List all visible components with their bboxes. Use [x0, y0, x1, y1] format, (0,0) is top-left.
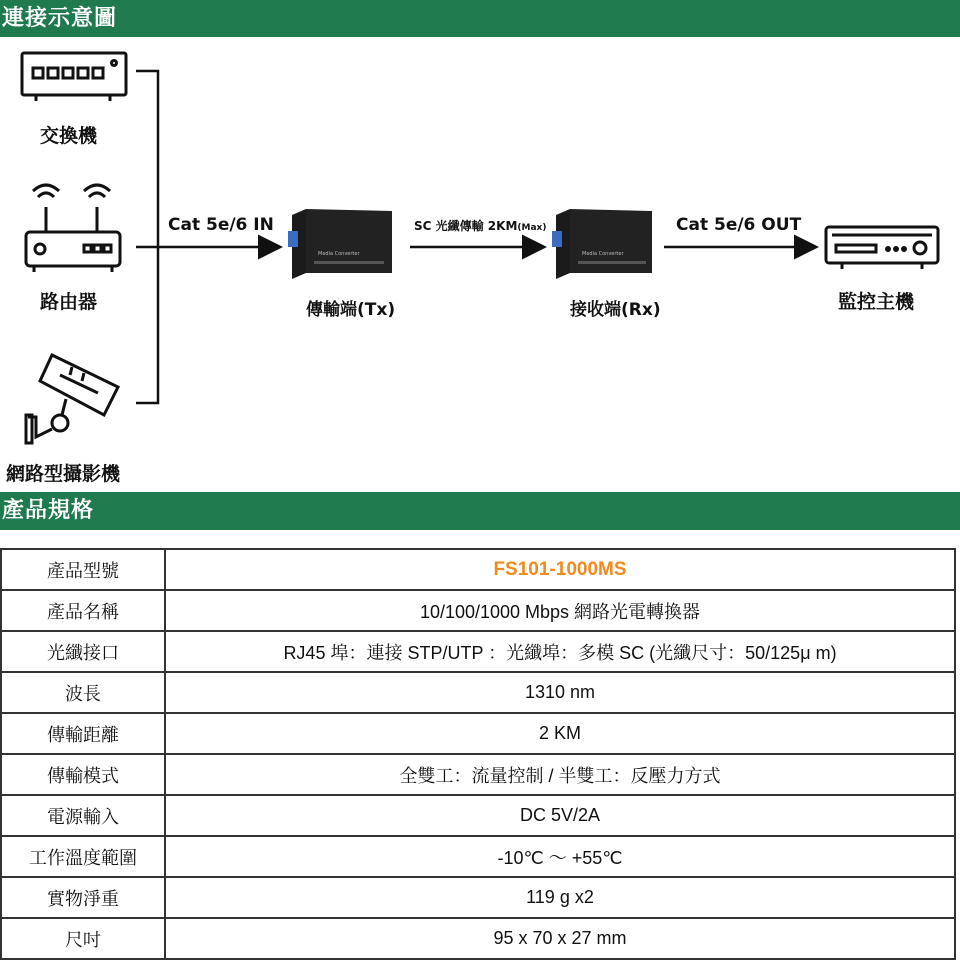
- spec-table: [0, 548, 956, 960]
- tx-converter-image: [288, 209, 392, 279]
- ip-camera-icon: [26, 355, 118, 443]
- table-row: [1, 836, 955, 877]
- spec-key: 波長: [1, 672, 165, 713]
- table-row: [1, 631, 955, 672]
- table-row: [1, 918, 955, 959]
- table-row: [1, 713, 955, 754]
- source-label-router: 路由器: [40, 291, 98, 313]
- spec-value: 1310 nm: [165, 672, 955, 713]
- spec-value: 2 KM: [165, 713, 955, 754]
- table-row: [1, 754, 955, 795]
- spec-value: 119 g x2: [165, 877, 955, 918]
- rx-label: 接收端(Rx): [570, 300, 661, 320]
- fiber-link-text: SC 光纖傳輸 2KM: [414, 219, 518, 233]
- spec-key: 工作溫度範圍: [1, 836, 165, 877]
- source-label-camera: 網路型攝影機: [6, 463, 121, 485]
- table-row: [1, 672, 955, 713]
- router-icon: [26, 185, 120, 272]
- diagram-graphics: [0, 37, 960, 492]
- spec-value: 95 x 70 x 27 mm: [165, 918, 955, 959]
- spec-key: 產品名稱: [1, 590, 165, 631]
- spec-key: 電源輸入: [1, 795, 165, 836]
- source-bracket-line: [136, 71, 814, 403]
- table-row: [1, 549, 955, 590]
- spec-value: DC 5V/2A: [165, 795, 955, 836]
- table-row: [1, 877, 955, 918]
- section-header-specs: 產品規格: [0, 492, 960, 530]
- tx-label: 傳輸端(Tx): [306, 300, 396, 320]
- spec-key: 尺吋: [1, 918, 165, 959]
- tx-converter-caption: Media Converter: [318, 251, 360, 257]
- fiber-link-label: [414, 217, 546, 234]
- spec-key: 傳輸距離: [1, 713, 165, 754]
- spec-value: 10/100/1000 Mbps 網路光電轉換器: [165, 590, 955, 631]
- table-row: [1, 795, 955, 836]
- spec-value: -10℃ ～ +55℃: [165, 836, 955, 877]
- fiber-link-max: (Max): [517, 223, 547, 233]
- table-row: [1, 590, 955, 631]
- spec-key: 產品型號: [1, 549, 165, 590]
- rx-converter-image: [552, 209, 652, 279]
- spec-key: 傳輸模式: [1, 754, 165, 795]
- spec-key: 實物淨重: [1, 877, 165, 918]
- section-header-diagram: 連接示意圖: [0, 0, 960, 37]
- dvr-icon: [826, 227, 938, 269]
- destination-label: 監控主機: [838, 291, 915, 313]
- link-in-label: Cat 5e/6 IN: [168, 215, 274, 235]
- connection-diagram: [0, 37, 960, 492]
- spec-value-model: FS101-1000MS: [165, 549, 955, 590]
- source-label-switch: 交換機: [40, 125, 98, 147]
- rx-converter-caption: Media Converter: [582, 251, 624, 257]
- spec-value: RJ45 埠：連接 STP/UTP ：光纖埠：多模 SC (光纖尺寸：50/125μ m): [165, 631, 955, 672]
- spec-key: 光纖接口: [1, 631, 165, 672]
- link-out-label: Cat 5e/6 OUT: [676, 215, 802, 235]
- switch-icon: [22, 53, 126, 101]
- spec-value: 全雙工：流量控制 / 半雙工：反壓力方式: [165, 754, 955, 795]
